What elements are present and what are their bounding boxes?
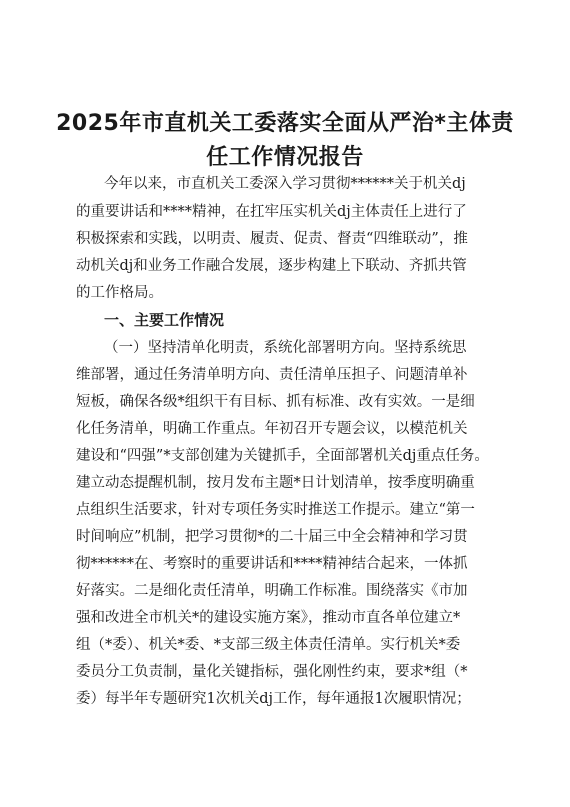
body-line: 点组织生活要求，针对专项任务实时推送工作提示。建立“第一 <box>76 502 475 518</box>
intro-line: 的工作格局。 <box>76 285 163 301</box>
intro-line: 今年以来，市直机关工委深入学习贯彻******关于机关dj <box>104 176 466 192</box>
body-line: 委）每半年专题研究1次机关dj工作，每年通报1次履职情况； <box>76 691 471 707</box>
intro-line: 的重要讲话和****精神，在扛牢压实机关dj主体责任上进行了 <box>76 204 467 220</box>
document-title-line-2: 任工作情况报告 <box>206 145 364 170</box>
body-line: 强和改进全市机关*的建设实施方案》，推动市直各单位建立* <box>76 610 461 626</box>
section-heading: 一、主要工作情况 <box>104 311 225 329</box>
body-line: 建设和“四强”*支部创建为关键抓手，全面部署机关dj重点任务。 <box>76 448 489 464</box>
document-title-line-1: 2025年市直机关工委落实全面从严治*主体责 <box>56 111 514 136</box>
body-line: 时间响应”机制，把学习贯彻*的二十届三中全会精神和学习贯 <box>76 529 468 545</box>
intro-line: 积极探索和实践，以明责、履责、促责、督责“四维联动”，推 <box>76 231 468 247</box>
intro-line: 动机关dj和业务工作融合发展，逐步构建上下联动、齐抓共管 <box>76 258 467 274</box>
body-line: 维部署，通过任务清单明方向、责任清单压担子、问题清单补 <box>76 367 468 383</box>
body-line: 彻******在、考察时的重要讲话和****精神结合起来，一体抓 <box>76 556 468 572</box>
body-line: 委员分工负责制，量化关键指标，强化刚性约束，要求*组（* <box>76 664 468 680</box>
body-line: 建立动态提醒机制，按月发布主题*日计划清单，按季度明确重 <box>76 475 475 491</box>
body-line: （一）坚持清单化明责，系统化部署明方向。坚持系统思 <box>104 340 467 356</box>
body-line: 好落实。二是细化责任清单，明确工作标准。围绕落实《市加 <box>76 583 468 599</box>
body-line: 组（*委）、机关*委、*支部三级主体责任清单。实行机关*委 <box>76 637 461 653</box>
body-line: 化任务清单，明确工作重点。年初召开专题会议，以模范机关 <box>76 421 468 437</box>
body-line: 短板，确保各级*组织干有目标、抓有标准、改有实效。一是细 <box>76 394 475 410</box>
